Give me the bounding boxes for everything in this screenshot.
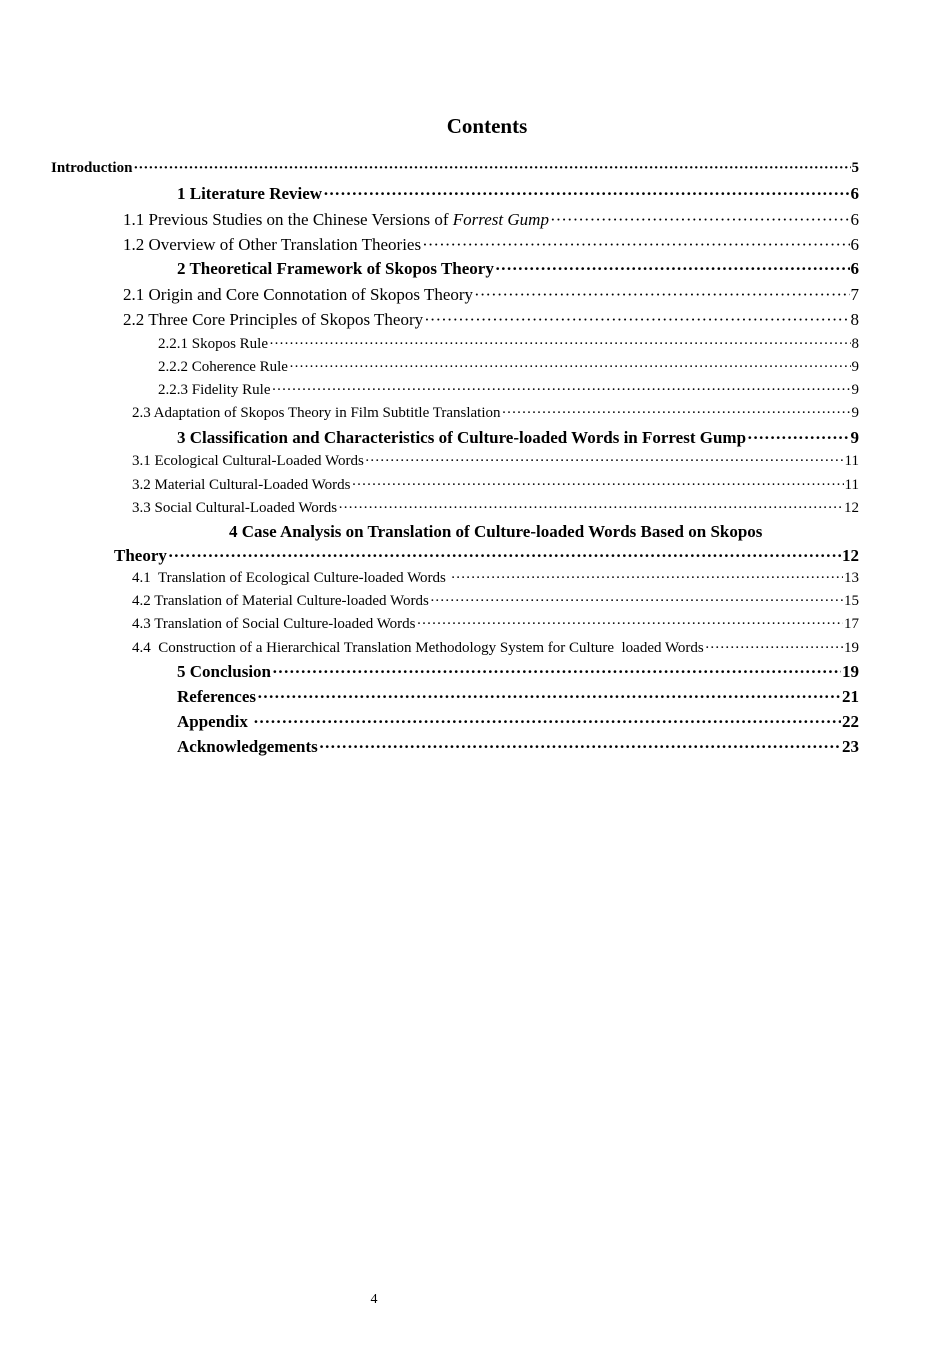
toc-entry-page: 6: [850, 210, 859, 229]
toc-entry-section-4-4[interactable]: [132, 640, 859, 657]
toc-entry-title: 4 Case Analysis on Translation of Culture-loaded Words Based on Skopos: [229, 522, 763, 541]
toc-entry-title: 4.4 Construction of a Hierarchical Translation Methodology System for Culture loaded Words: [132, 640, 704, 656]
toc-entry-section-2-2[interactable]: [123, 310, 859, 330]
toc-entry-page: 12: [842, 546, 859, 565]
toc-leader-dots: [550, 210, 850, 230]
toc-leader-dots: [351, 477, 843, 494]
toc-leader-dots: [319, 737, 841, 757]
toc-entry-title: 2.1 Origin and Core Connotation of Skopos Theory: [123, 285, 474, 304]
toc-leader-dots: [253, 712, 841, 732]
toc-entry-title: 4.3 Translation of Social Culture-loaded Words: [132, 616, 416, 632]
toc-entry-title: 3.1 Ecological Cultural-Loaded Words: [132, 453, 364, 469]
toc-entry-introduction[interactable]: [51, 160, 859, 177]
toc-entry-title: 2.2.2 Coherence Rule: [158, 359, 288, 375]
toc-entry-acknowledgements[interactable]: [177, 737, 859, 757]
toc-entry-page: 11: [844, 453, 859, 469]
toc-entry-page: 7: [850, 285, 859, 304]
toc-entry-references[interactable]: [177, 687, 859, 707]
toc-entry-page: 9: [851, 405, 859, 421]
toc-entry-appendix[interactable]: [177, 712, 859, 732]
page-title: Contents: [446, 114, 528, 138]
toc-entry-title: Appendix: [177, 712, 253, 731]
toc-leader-dots: [133, 160, 850, 177]
toc-leader-dots: [502, 405, 851, 422]
toc-entry-title: References: [177, 687, 256, 706]
toc-entry-page: 9: [851, 382, 859, 398]
toc-entry-page: 19: [842, 662, 859, 681]
toc-entry-title: 2.2.1 Skopos Rule: [158, 336, 269, 352]
toc-entry-section-4-1[interactable]: [132, 570, 859, 587]
toc-entry-section-3-2[interactable]: [132, 477, 859, 494]
toc-entry-section-2-2-1[interactable]: [158, 336, 859, 353]
toc-entry-section-2-2-2[interactable]: [158, 359, 859, 376]
toc-leader-dots: [430, 593, 843, 610]
toc-leader-dots: [747, 428, 849, 448]
toc-entry-chapter-5[interactable]: [177, 662, 859, 682]
toc-leader-dots: [417, 616, 844, 633]
toc-entry-title: 3 Classification and Characteristics of Culture-loaded Words in Forrest Gump: [177, 428, 747, 447]
toc-entry-section-4-3[interactable]: [132, 616, 859, 633]
toc-entry-title: 2.2.3 Fidelity Rule: [158, 382, 271, 398]
toc-leader-dots: [474, 285, 849, 305]
toc-leader-dots: [272, 382, 851, 399]
toc-entry-page: 12: [844, 500, 859, 516]
toc-leader-dots: [424, 310, 849, 330]
toc-leader-dots: [451, 570, 843, 587]
toc-entry-title: 5 Conclusion: [177, 662, 271, 681]
toc-entry-page: 23: [842, 737, 859, 756]
toc-leader-dots: [289, 359, 851, 376]
toc-entry-title: 2 Theoretical Framework of Skopos Theory: [177, 259, 494, 278]
toc-entry-page: 8: [851, 336, 859, 352]
toc-entry-title: 1.1 Previous Studies on the Chinese Versions of Forrest Gump: [123, 210, 549, 229]
toc-entry-section-4-2[interactable]: [132, 593, 859, 610]
toc-leader-dots: [365, 453, 844, 470]
toc-entry-chapter-3[interactable]: [177, 428, 859, 448]
toc-entry-section-1-2[interactable]: [123, 235, 859, 255]
toc-entry-page: 11: [844, 477, 859, 493]
film-title: Forrest Gump: [452, 210, 549, 229]
toc-entry-title: 1.2 Overview of Other Translation Theories: [123, 235, 422, 254]
toc-entry-page: 8: [850, 310, 859, 329]
toc-leader-dots: [323, 184, 849, 204]
toc-entry-section-1-1[interactable]: [123, 210, 859, 230]
toc-leader-dots: [422, 235, 849, 255]
toc-entry-chapter-1[interactable]: [177, 184, 859, 204]
toc-entry-chapter-4-line-2[interactable]: [114, 546, 859, 566]
toc-leader-dots: [269, 336, 850, 353]
toc-entry-title: 1 Literature Review: [177, 184, 323, 203]
toc-entry-page: 21: [842, 687, 859, 706]
toc-entry-chapter-4-line-1[interactable]: [229, 522, 762, 542]
toc-entry-page: 17: [844, 616, 859, 632]
toc-entry-title: Introduction: [51, 160, 133, 176]
toc-entry-title: 4.2 Translation of Material Culture-loaded Words: [132, 593, 429, 609]
toc-entry-section-3-1[interactable]: [132, 453, 859, 470]
toc-leader-dots: [705, 640, 843, 657]
toc-entry-section-2-2-3[interactable]: [158, 382, 859, 399]
toc-entry-chapter-2[interactable]: [177, 259, 859, 279]
toc-entry-section-3-3[interactable]: [132, 500, 859, 517]
toc-entry-page: 13: [844, 570, 859, 586]
toc-leader-dots: [495, 259, 850, 279]
toc-entry-page: 5: [851, 160, 859, 176]
toc-leader-dots: [257, 687, 841, 707]
toc-entry-page: 6: [850, 235, 859, 254]
toc-entry-page: 6: [850, 184, 859, 203]
toc-entry-title: Theory: [114, 546, 167, 565]
page-number: 4: [370, 1292, 378, 1307]
toc-entry-page: 22: [842, 712, 859, 731]
toc-entry-page: 19: [844, 640, 859, 656]
toc-entry-title: 3.2 Material Cultural-Loaded Words: [132, 477, 351, 493]
toc-entry-title: 2.2 Three Core Principles of Skopos Theory: [123, 310, 424, 329]
toc-entry-title: Acknowledgements: [177, 737, 318, 756]
toc-entry-page: 15: [844, 593, 859, 609]
toc-entry-title: 3.3 Social Cultural-Loaded Words: [132, 500, 338, 516]
toc-entry-title: 2.3 Adaptation of Skopos Theory in Film Subtitle Translation: [132, 405, 501, 421]
toc-entry-section-2-1[interactable]: [123, 285, 859, 305]
toc-leader-dots: [338, 500, 843, 517]
toc-entry-page: 6: [850, 259, 859, 278]
toc-entry-title: 4.1 Translation of Ecological Culture-loaded Words: [132, 570, 450, 586]
toc-leader-dots: [168, 546, 841, 566]
toc-entry-page: 9: [850, 428, 859, 447]
toc-entry-section-2-3[interactable]: [132, 405, 859, 422]
toc-leader-dots: [272, 662, 841, 682]
toc-entry-page: 9: [851, 359, 859, 375]
